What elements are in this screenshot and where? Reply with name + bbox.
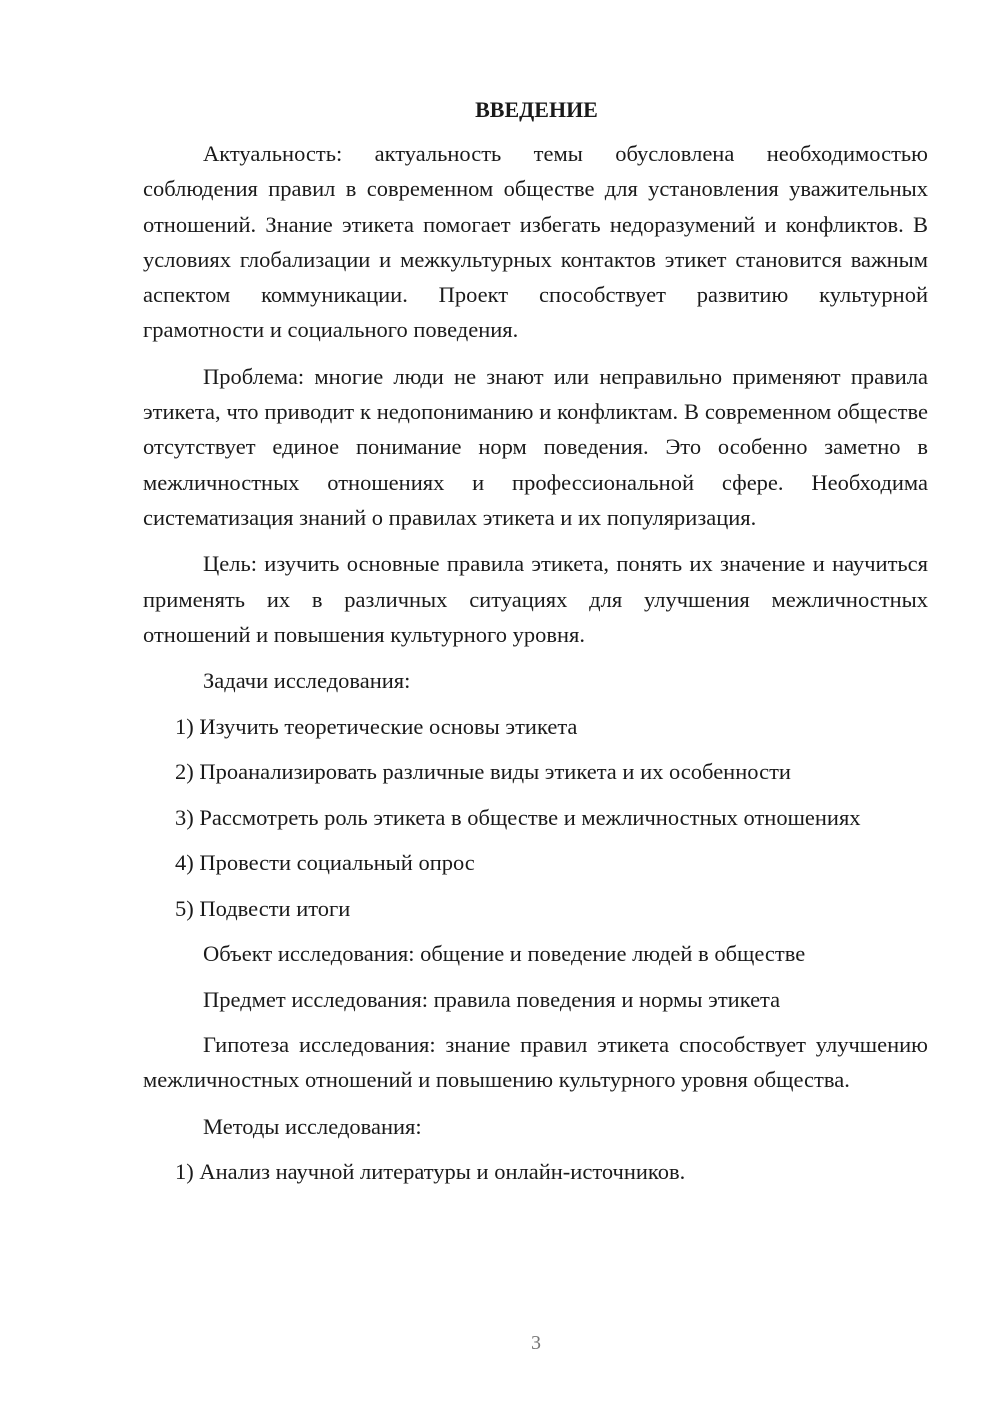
page-number: 3	[531, 1332, 541, 1354]
tasks-list	[143, 709, 928, 926]
section-title: ВВЕДЕНИЕ	[475, 97, 598, 122]
list-item: 4) Провести социальный опрос	[175, 850, 475, 876]
list-item: 2) Проанализировать различные виды этикета и их особенности	[175, 759, 791, 785]
problem-paragraph: Проблема: многие люди не знают или неправильно применяют правила этикета, что приводит к недопониманию и конфликтам. В современном обществе отсутствует единое понимание норм поведения. Это особенно заметно в межличностных отношениях и профессиональной сфере. Необходима систематизация знаний о правилах этикета и их популяризация.	[143, 363, 928, 530]
list-item: 5) Подвести итоги	[175, 895, 351, 921]
list-item: 1) Анализ научной литературы и онлайн-источников.	[175, 1159, 686, 1185]
list-item: 1) Изучить теоретические основы этикета	[175, 713, 578, 739]
tasks-heading: Задачи исследования:	[203, 668, 411, 694]
methods-heading: Методы исследования:	[203, 1113, 422, 1139]
hypothesis-paragraph: Гипотеза исследования: знание правил этикета способствует улучшению межличностных отношений и повышению культурного уровня общества.	[143, 1032, 928, 1093]
list-item: 3) Рассмотреть роль этикета в обществе и межличностных отношениях	[175, 804, 861, 830]
relevance-paragraph: Актуальность: актуальность темы обусловлена необходимостью соблюдения правил в современном обществе для установления уважительных отношений. Знание этикета помогает избегать недоразумений и конфликтов. В условиях глобализации и межкультурных контактов этикет становится важным аспектом коммуникации. Проект способствует развитию культурной грамотности и социального поведения.	[143, 141, 928, 343]
object-line: Объект исследования: общение и поведение людей в обществе	[203, 941, 806, 967]
subject-line: Предмет исследования: правила поведения и нормы этикета	[203, 986, 781, 1012]
document-page	[143, 92, 928, 1200]
goal-paragraph: Цель: изучить основные правила этикета, понять их значение и научиться применять их в различных ситуациях для улучшения межличностных отношений и повышения культурного уровня.	[143, 551, 928, 647]
methods-list	[143, 1154, 928, 1189]
